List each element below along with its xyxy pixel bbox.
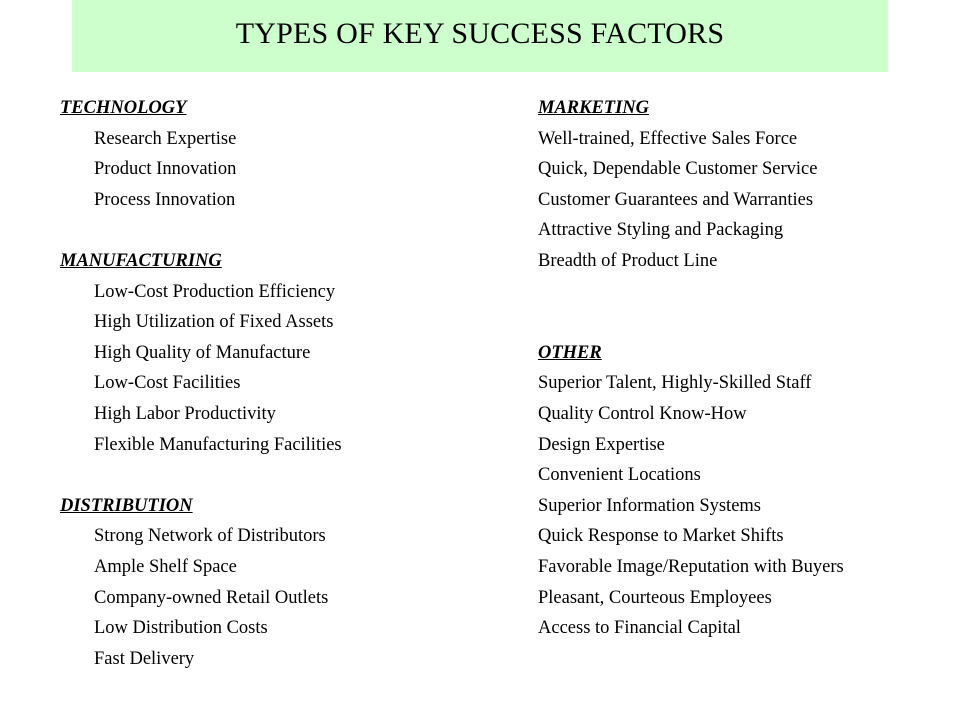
list-item: High Utilization of Fixed Assets	[94, 312, 334, 333]
list-item: Customer Guarantees and Warranties	[538, 189, 814, 210]
list-item: Well-trained, Effective Sales Force	[538, 128, 798, 149]
slide-title: TYPES OF KEY SUCCESS FACTORS	[235, 17, 725, 50]
section-spacer	[538, 307, 948, 338]
list-item: Design Expertise	[538, 434, 665, 455]
list-item: Pleasant, Courteous Employees	[538, 587, 772, 608]
list-item: High Quality of Manufacture	[94, 342, 311, 363]
list-item: Strong Network of Distributors	[94, 526, 326, 547]
list-item: Flexible Manufacturing Facilities	[94, 434, 342, 455]
list-item: Superior Talent, Highly-Skilled Staff	[538, 373, 812, 394]
list-item: Process Innovation	[94, 189, 236, 210]
list-item: Superior Information Systems	[538, 495, 762, 516]
list-item: Quick Response to Market Shifts	[538, 526, 784, 547]
list-item: Attractive Styling and Packaging	[538, 220, 784, 241]
list-item: Product Innovation	[94, 159, 237, 180]
list-item: Low-Cost Production Efficiency	[94, 281, 336, 302]
section-spacer	[538, 277, 948, 308]
list-item: Ample Shelf Space	[94, 556, 237, 577]
list-item: Breadth of Product Line	[538, 250, 718, 271]
section-heading-technology: TECHNOLOGY	[60, 98, 187, 118]
section-heading-distribution: DISTRIBUTION	[60, 495, 193, 516]
list-item: Convenient Locations	[538, 465, 701, 486]
list-item: Favorable Image/Reputation with Buyers	[538, 556, 844, 577]
list-item: Low-Cost Facilities	[94, 373, 241, 394]
list-item: High Labor Productivity	[94, 403, 276, 424]
section-heading-other: OTHER	[538, 342, 602, 363]
list-item: Quick, Dependable Customer Service	[538, 159, 818, 180]
section-spacer	[60, 215, 500, 246]
list-item: Quality Control Know-How	[538, 403, 747, 424]
section-spacer	[60, 460, 500, 491]
list-item: Fast Delivery	[94, 648, 195, 669]
section-heading-marketing: MARKETING	[538, 98, 650, 118]
list-item: Access to Financial Capital	[538, 618, 741, 639]
title-banner	[72, 0, 888, 72]
list-item: Research Expertise	[94, 128, 237, 149]
left-column	[60, 93, 500, 674]
section-heading-manufacturing: MANUFACTURING	[60, 250, 222, 271]
right-column	[538, 93, 948, 644]
list-item: Company-owned Retail Outlets	[94, 587, 329, 608]
list-item: Low Distribution Costs	[94, 618, 268, 639]
